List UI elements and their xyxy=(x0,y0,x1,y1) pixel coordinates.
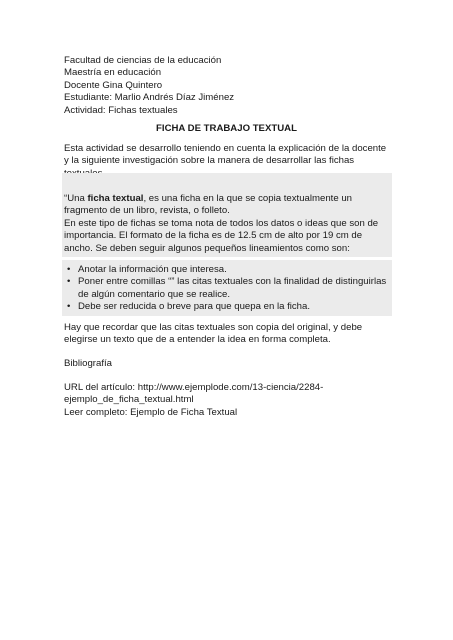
read-more-line xyxy=(64,407,394,419)
read-more-prefix: Leer completo: xyxy=(64,406,131,418)
quote-open: “Una xyxy=(64,193,88,204)
program-line: Maestría en educación xyxy=(64,67,162,79)
quote-rest: , es una ficha en la que se copia textualmente un fragmento de un libro, revista, o folleto. xyxy=(64,193,352,217)
quote-paragraph-2: En este tipo de fichas se toma nota de todos los datos o ideas que son de importancia. El formato de la ficha es de 12.5 cm de alto por 19 cm de ancho. Se deben seguir algunos pequeños lineamientos como son: xyxy=(64,217,379,254)
quote-bold-term: ficha textual xyxy=(87,193,144,204)
document-title: FICHA DE TRABAJO TEXTUAL xyxy=(156,123,297,134)
closing-paragraph: Hay que recordar que las citas textuales son copia del original, y debe elegirse un texto que de a entender la idea en forma completa. xyxy=(64,322,363,346)
quote-paragraph-1 xyxy=(64,193,390,218)
quote-block xyxy=(64,193,390,255)
list-item: • Poner entre comillas “” las citas textuales con la finalidad de distinguirlas de algún comentario que se realice. xyxy=(64,276,390,301)
student-line: Estudiante: Marlio Andrés Díaz Jiménez xyxy=(64,92,235,104)
faculty-line: Facultad de ciencias de la educación xyxy=(64,55,222,66)
source-url: URL del artículo: http://www.ejemplode.com/13-ciencia/2284-ejemplo_de_ficha_textual.html xyxy=(64,382,324,406)
read-more-link[interactable]: Ejemplo de Ficha Textual xyxy=(130,406,238,418)
teacher-line: Docente Gina Quintero xyxy=(64,79,163,91)
bibliography-heading: Bibliografía xyxy=(64,358,112,369)
intro-paragraph: Esta actividad se desarrollo teniendo en cuenta la explicación de la docente y la siguiente investigación sobre la manera de desarrollar las fichas xyxy=(64,143,387,167)
list-item: • Debe ser reducida o breve para que quepa en la ficha. xyxy=(64,301,390,313)
activity-line: Actividad: Fichas textuales xyxy=(64,104,178,116)
guidelines-list xyxy=(64,264,390,314)
document-header xyxy=(64,55,394,117)
source-block xyxy=(64,382,394,419)
list-item: • Anotar la información que interesa. xyxy=(64,264,390,276)
